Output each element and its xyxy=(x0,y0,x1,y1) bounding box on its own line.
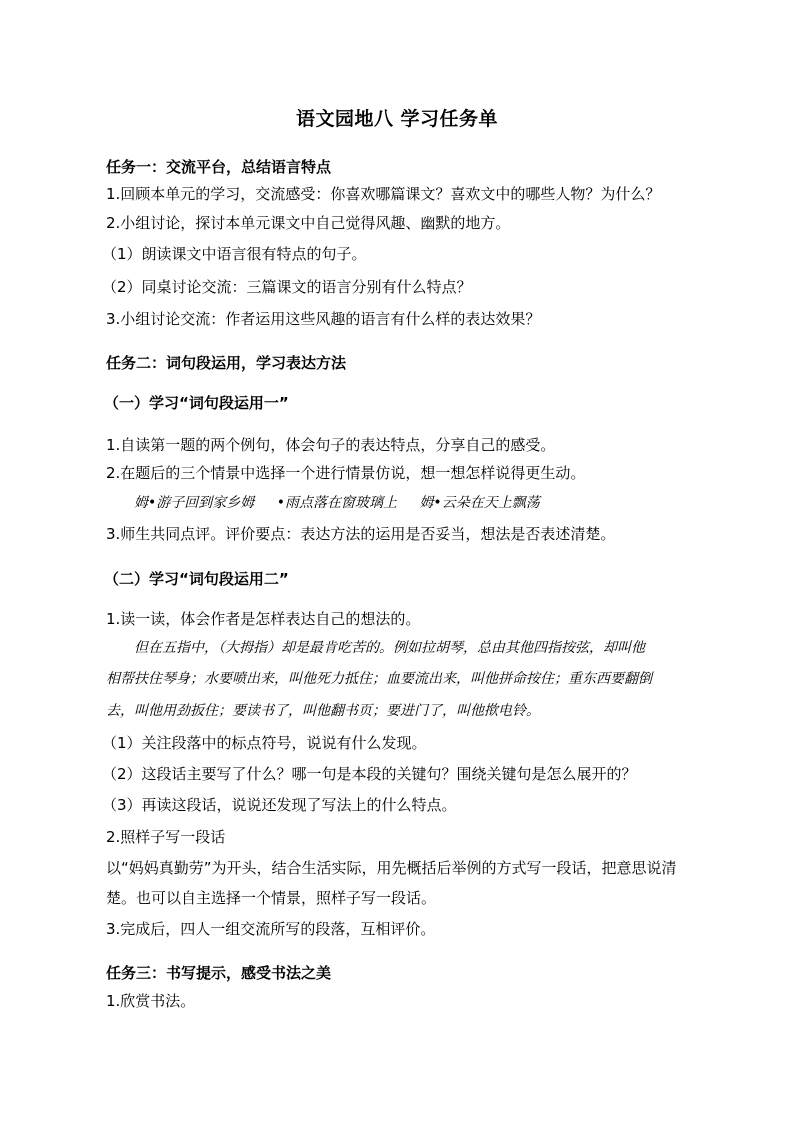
task2-sub1-heading: （一）学习“词句段运用一” xyxy=(104,394,289,412)
task2-sub2-item-2: 2.照样子写一段话 xyxy=(106,828,226,846)
task1-heading: 任务一：交流平台，总结语言特点 xyxy=(106,158,332,176)
task1-item-2b: （2）同桌讨论交流：三篇课文的语言分别有什么特点？ xyxy=(102,278,472,296)
task2-sub1-item-1: 1.自读第一题的两个例句，体会句子的表达特点，分享自己的感受。 xyxy=(106,436,556,454)
task1-item-1: 1.回顾本单元的学习，交流感受：你喜欢哪篇课文？喜欢文中的哪些人物？为什么？ xyxy=(106,185,661,203)
task2-sub2-item-1: 1.读一读，体会作者是怎样表达自己的想法的。 xyxy=(106,610,421,628)
task2-sub2-question-2: （2）这段话主要写了什么？哪一句是本段的关键句？围绕关键句是怎么展开的？ xyxy=(102,765,637,783)
task2-sub1-item-2: 2.在题后的三个情景中选择一个进行情景仿说，想一想怎样说得更生动。 xyxy=(106,464,586,482)
page-title: 语文园地八 学习任务单 xyxy=(295,108,499,130)
scenario-example: 姆•云朵在天上飘荡 xyxy=(419,495,540,511)
task1-item-2a: （1）朗读课文中语言很有特点的句子。 xyxy=(102,245,367,263)
task2-sub1-item-3: 3.师生共同点评。评价要点：表达方法的运用是否妥当，想法是否表述清楚。 xyxy=(106,525,616,543)
task1-item-3: 3.小组讨论交流：作者运用这些风趣的语言有什么样的表达效果？ xyxy=(106,310,541,328)
task2-sub2-question-1: （1）关注段落中的标点符号，说说有什么发现。 xyxy=(102,734,427,752)
scenario-examples xyxy=(134,492,558,514)
task2-heading: 任务二：词句段运用，学习表达方法 xyxy=(106,354,347,372)
passage-line: 但在五指中，（大拇指）却是最肯吃苦的。例如拉胡琴，总由其他四指按弦，却叫他 xyxy=(134,640,645,656)
task3-item-1: 1.欣赏书法。 xyxy=(106,992,196,1010)
task2-sub2-item-3: 3.完成后，四人一组交流所写的段落，互相评价。 xyxy=(106,920,436,938)
scenario-example: •雨点落在窗玻璃上 xyxy=(276,495,397,511)
task2-sub2-heading: （二）学习“词句段运用二” xyxy=(104,570,289,588)
task3-heading: 任务三：书写提示，感受书法之美 xyxy=(106,964,332,982)
scenario-example: 姆•游子回到家乡姆 xyxy=(134,495,255,511)
passage-line: 去，叫他用劲扳住；要读书了，叫他翻书页；要进门了，叫他揿电铃。 xyxy=(106,703,540,719)
task2-sub2-item-2a: 以“妈妈真勤劳”为开头，结合生活实际，用先概括后举例的方式写一段话，把意思说清 xyxy=(106,859,677,877)
passage-line: 相帮扶住琴身；水要喷出来，叫他死力抵住；血要流出来，叫他拼命按住；重东西要翻倒 xyxy=(106,671,652,687)
task2-sub2-item-2b: 楚。也可以自主选择一个情景，照样子写一段话。 xyxy=(106,889,437,907)
task2-sub2-question-3: （3）再读这段话，说说还发现了写法上的什么特点。 xyxy=(102,796,457,814)
task1-item-2: 2.小组讨论，探讨本单元课文中自己觉得风趣、幽默的地方。 xyxy=(106,214,511,232)
